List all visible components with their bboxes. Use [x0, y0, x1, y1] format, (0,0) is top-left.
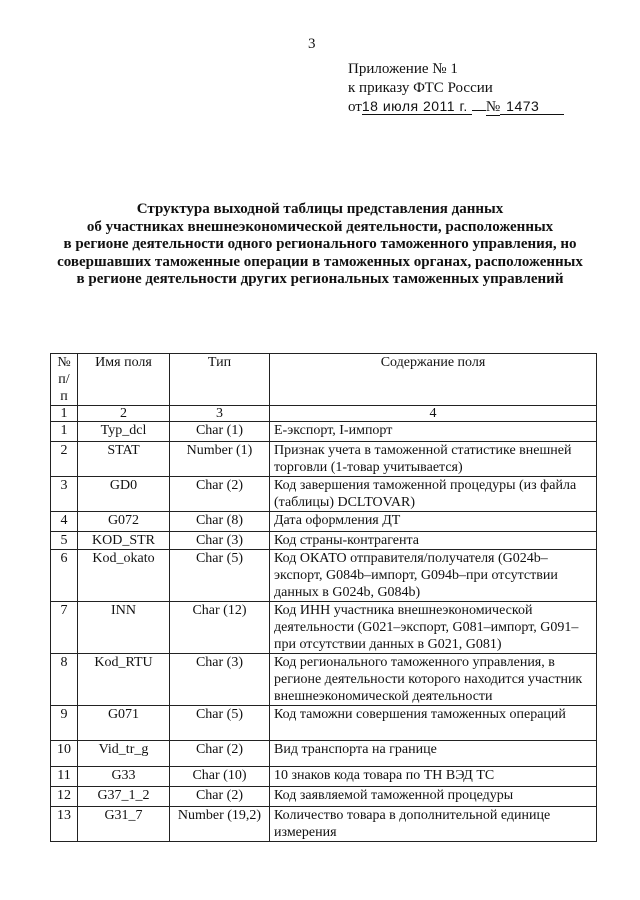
table-row	[51, 654, 597, 706]
cell-field-name: STAT	[78, 442, 170, 477]
cell-type: Char (2)	[170, 741, 270, 767]
cell-num: 2	[51, 442, 78, 477]
cell-num: 11	[51, 767, 78, 787]
cell-type: Char (12)	[170, 602, 270, 654]
cell-content: Код таможни совершения таможенных операций	[270, 706, 597, 741]
document-title	[40, 201, 600, 289]
title-line: в регионе деятельности одного регионального таможенного управления, но	[63, 236, 577, 252]
order-date-line	[348, 98, 564, 117]
column-number-row	[51, 406, 597, 422]
cell-field-name: G072	[78, 512, 170, 532]
title-line: об участниках внешнеэкономической деятельности, расположенных	[86, 218, 554, 235]
cell-type: Char (3)	[170, 532, 270, 550]
table-row	[51, 787, 597, 807]
appendix-line-2: к приказу ФТС России	[348, 80, 493, 96]
cell-content: Код ИНН участника внешнеэкономической деятельности (G021–экспорт, G081–импорт, G091–при отсутствии данных в G021, G081)	[270, 602, 597, 654]
title-line: совершавших таможенные операции в таможенных органах, расположенных	[57, 253, 583, 270]
appendix-header	[348, 60, 564, 117]
cell-num: 4	[51, 512, 78, 532]
cell-field-name: Kod_okato	[78, 550, 170, 602]
cell-num: 8	[51, 654, 78, 706]
order-date-prefix: от	[348, 99, 362, 115]
cell-content: Код ОКАТО отправителя/получателя (G024b–экспорт, G084b–импорт, G094b–при отсутствии данных в G024b, G084b)	[270, 550, 597, 602]
cell-content: Дата оформления ДТ	[270, 512, 597, 532]
cell-field-name: Kod_RTU	[78, 654, 170, 706]
cell-num: 9	[51, 706, 78, 741]
cell-type: Char (2)	[170, 787, 270, 807]
header-type: Тип	[170, 354, 270, 406]
column-number: 4	[270, 406, 597, 422]
cell-type: Char (5)	[170, 706, 270, 741]
cell-field-name: G31_7	[78, 807, 170, 842]
header-content: Содержание поля	[270, 354, 597, 406]
appendix-line-1: Приложение № 1	[348, 61, 458, 77]
cell-type: Char (8)	[170, 512, 270, 532]
cell-num: 12	[51, 787, 78, 807]
cell-field-name: Vid_tr_g	[78, 741, 170, 767]
cell-field-name: G37_1_2	[78, 787, 170, 807]
cell-num: 7	[51, 602, 78, 654]
table-row	[51, 512, 597, 532]
cell-field-name: INN	[78, 602, 170, 654]
table-row	[51, 767, 597, 787]
cell-type: Char (1)	[170, 422, 270, 442]
cell-type: Char (3)	[170, 654, 270, 706]
table-row	[51, 422, 597, 442]
cell-content: Код страны-контрагента	[270, 532, 597, 550]
order-number: 1473	[500, 98, 564, 115]
column-number: 2	[78, 406, 170, 422]
cell-num: 13	[51, 807, 78, 842]
table-row	[51, 532, 597, 550]
cell-type: Char (2)	[170, 477, 270, 512]
fields-table	[50, 353, 597, 842]
cell-type: Number (1)	[170, 442, 270, 477]
cell-content: Признак учета в таможенной статистике внешней торговли (1-товар учитывается)	[270, 442, 597, 477]
header-num: № п/п	[51, 354, 78, 406]
column-number: 1	[51, 406, 78, 422]
header-field-name: Имя поля	[78, 354, 170, 406]
cell-content: E-экспорт, I-импорт	[270, 422, 597, 442]
cell-type: Number (19,2)	[170, 807, 270, 842]
cell-num: 1	[51, 422, 78, 442]
cell-type: Char (10)	[170, 767, 270, 787]
order-number-prefix: №	[485, 99, 501, 115]
cell-content: 10 знаков кода товара по ТН ВЭД ТС	[270, 767, 597, 787]
cell-num: 3	[51, 477, 78, 512]
cell-field-name: G071	[78, 706, 170, 741]
cell-field-name: G33	[78, 767, 170, 787]
cell-type: Char (5)	[170, 550, 270, 602]
cell-content: Количество товара в дополнительной единице измерения	[270, 807, 597, 842]
title-line: Структура выходной таблицы представления данных	[136, 201, 504, 217]
table-header-row	[51, 354, 597, 406]
cell-content: Код регионального таможенного управления, в регионе деятельности которого находится участник внешнеэкономической деятельности	[270, 654, 597, 706]
cell-content: Код завершения таможенной процедуры (из файла (таблицы) DCLTOVAR)	[270, 477, 597, 512]
title-line: в регионе деятельности других региональных таможенных управлений	[76, 271, 564, 287]
cell-field-name: Typ_dcl	[78, 422, 170, 442]
order-date: 18 июля 2011 г.	[362, 98, 472, 115]
table-row	[51, 706, 597, 741]
table-row	[51, 602, 597, 654]
cell-num: 6	[51, 550, 78, 602]
table-row	[51, 807, 597, 842]
table-row	[51, 477, 597, 512]
cell-content: Вид транспорта на границе	[270, 741, 597, 767]
cell-field-name: KOD_STR	[78, 532, 170, 550]
table-row	[51, 550, 597, 602]
page-number: 3	[308, 36, 316, 52]
table-row	[51, 442, 597, 477]
cell-content: Код заявляемой таможенной процедуры	[270, 787, 597, 807]
table-row	[51, 741, 597, 767]
cell-num: 10	[51, 741, 78, 767]
column-number: 3	[170, 406, 270, 422]
cell-num: 5	[51, 532, 78, 550]
cell-field-name: GD0	[78, 477, 170, 512]
